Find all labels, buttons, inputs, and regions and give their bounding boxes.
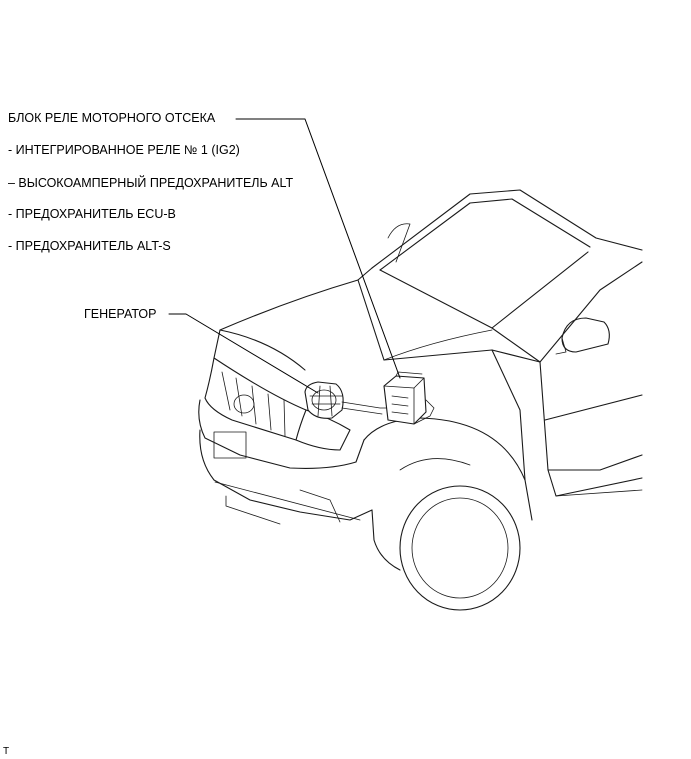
engine-relay-block-icon	[384, 372, 434, 424]
generator-label: ГЕНЕРАТОР	[84, 307, 157, 321]
alternator-icon	[305, 382, 396, 418]
relay-item-alt-fuse-label: – ВЫСОКОАМПЕРНЫЙ ПРЕДОХРАНИТЕЛЬ ALT	[8, 176, 294, 190]
relay-item-ecu-b-label: - ПРЕДОХРАНИТЕЛЬ ECU-B	[8, 207, 176, 221]
corner-mark: T	[3, 746, 10, 757]
relay-block-label: БЛОК РЕЛЕ МОТОРНОГО ОТСЕКА	[8, 111, 216, 125]
relay-item-ig2-label: - ИНТЕГРИРОВАННОЕ РЕЛЕ № 1 (IG2)	[8, 143, 240, 157]
relay-item-alt-s-label: - ПРЕДОХРАНИТЕЛЬ ALT-S	[8, 239, 171, 253]
leader-lines	[169, 119, 400, 393]
